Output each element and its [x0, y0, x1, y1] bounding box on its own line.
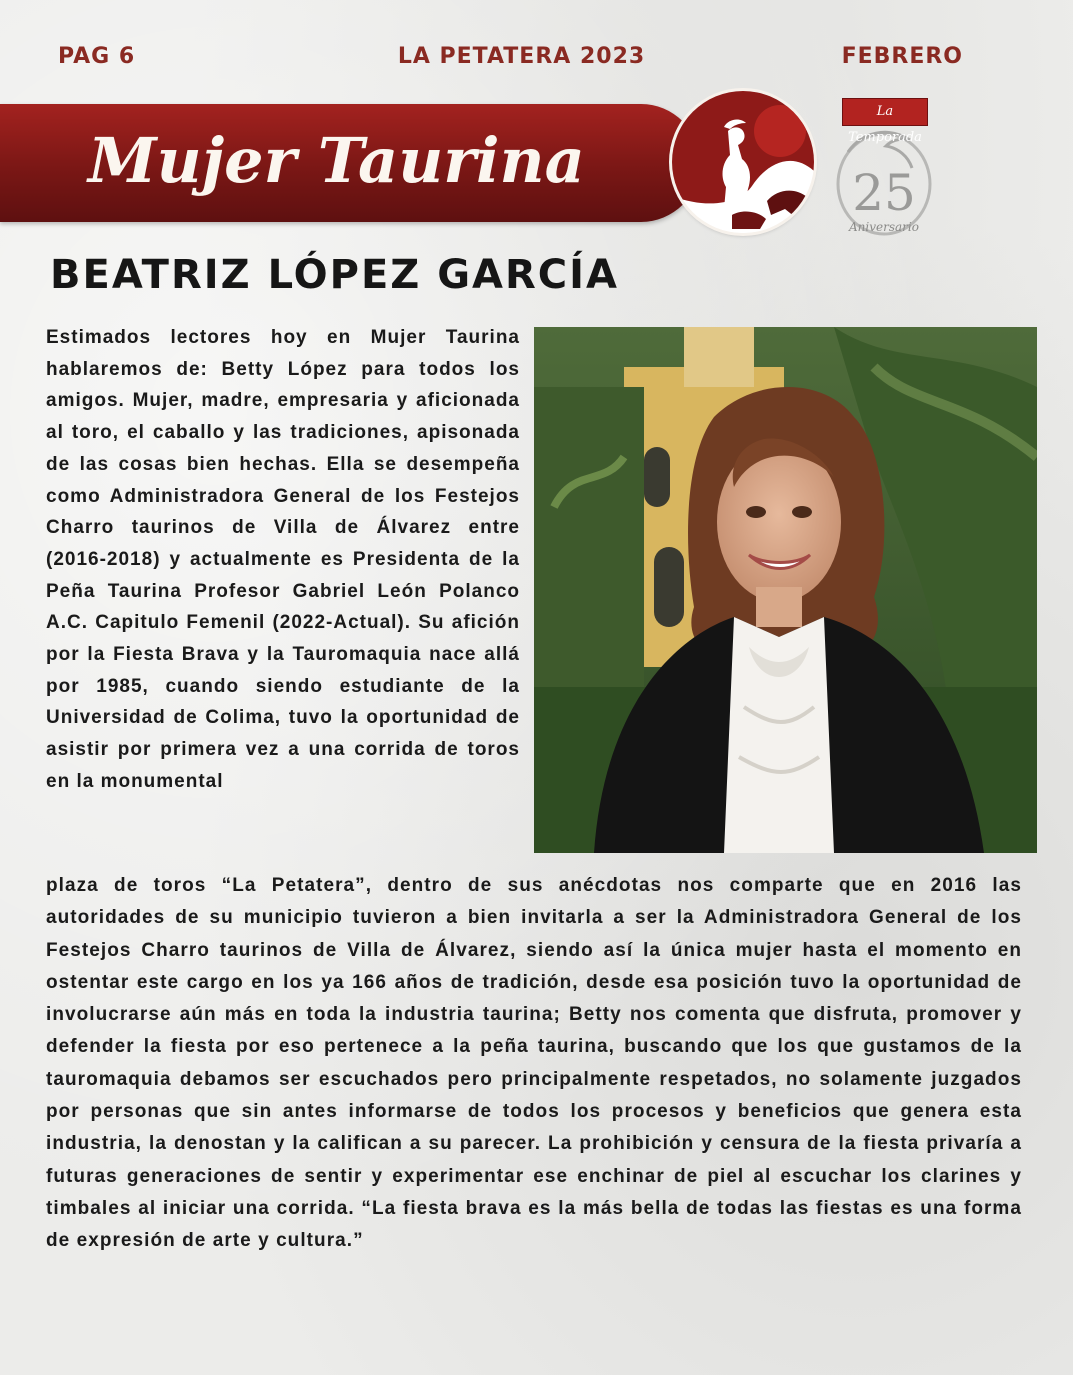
section-title: Mujer Taurina	[88, 124, 585, 197]
portrait-photo	[534, 327, 1037, 853]
article-intro-column: Estimados lectores hoy en Mujer Taurina hablaremos de: Betty López para todos los amigos. Mujer, madre, empresaria y aficionada al toro, el caballo y las tradiciones, apisonada de las cosas bien hechas. Ella se desempeña como Administradora General de los Festejos Charro taurinos de Villa de Álvarez entre (2016-2018) y actualmente es Presidenta de la Peña Taurina Profesor Gabriel León Polanco A.C. Capitulo Femenil (2022-Actual). Su afición por la Fiesta Brava y la Tauromaquia nace allá por 1985, cuando siendo estudiante de la Universidad de Colima, tuvo la oportunidad de asistir por primera vez a una corrida de toros en la monumental	[46, 327, 520, 792]
article-headline: BEATRIZ LÓPEZ GARCÍA	[50, 252, 619, 298]
bullfighter-woman-emblem-icon	[672, 91, 814, 233]
article-body: plaza de toros “La Petatera”, dentro de sus anécdotas nos comparte que en 2016 las autoridades de su municipio tuvieron a bien invitarla a ser la Administradora General de los Festejos Charro taurinos de Villa de Álvarez, siendo así la única mujer hasta el momento en ostentar este cargo en los ya 166 años de tradición, desde esa posición tuvo la oportunidad de involucrarse aún más en toda la industria taurina; Betty nos comenta que disfruta, promover y defender la fiesta por eso pertenece a la peña taurina, buscando que los que gustamos de la tauromaquia debamos ser escuchados pero principalmente respetados, no solamente juzgados por personas que sin antes informarse de todos los procesos y beneficios que genera esta industria, la denostan y la califican a su parecer. La prohibición y censura de la fiesta privaría a futuras generaciones de sentir y experimentar ese enchinar de piel al escuchar los clarines y timbales al iniciar una corrida. “La fiesta brava es la más bella de todas las fiestas es una forma de expresión de arte y cultura.”	[46, 875, 1022, 1252]
page-number: PAG 6	[58, 44, 136, 69]
anniversary-caption: Aniversario	[849, 220, 919, 234]
magazine-title: LA PETATERA 2023	[397, 44, 646, 69]
anniversary-logo-label: La Temporada	[842, 98, 928, 126]
anniversary-number: 25	[852, 164, 916, 222]
issue-month: FEBRERO	[841, 44, 963, 69]
